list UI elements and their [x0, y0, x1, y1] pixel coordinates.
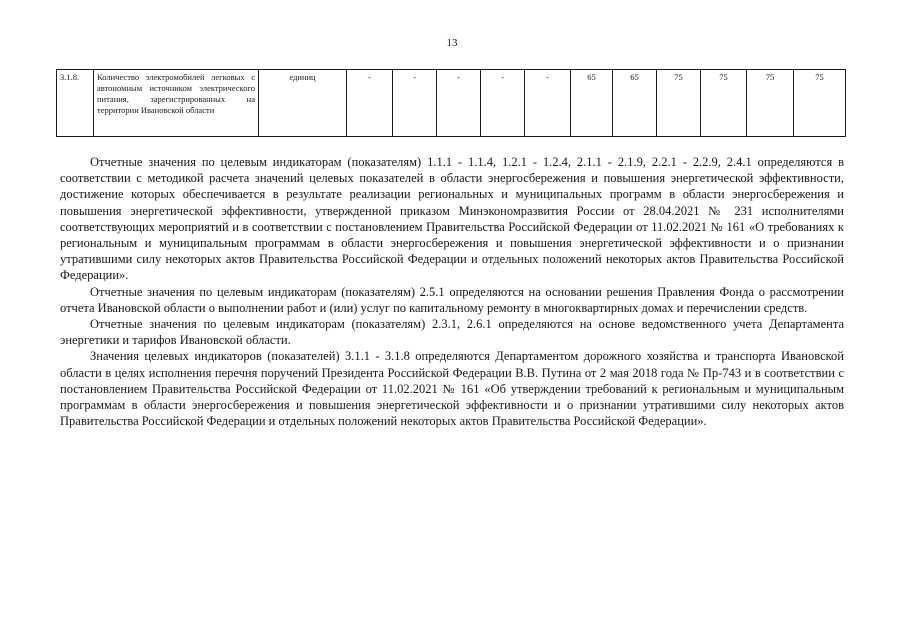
- value-cell: -: [525, 70, 571, 137]
- row-number: 3.1.8.: [57, 70, 94, 137]
- paragraph: Значения целевых индикаторов (показателей) 3.1.1 - 3.1.8 определяются Департаментом дорожного хозяйства и транспорта Ивановской области в целях исполнения перечня поручений Президента Российской Федерации В.В. Путина от 2 мая 2018 года № Пр-743 и в соответствии с постановлением Правительства Российской Федерации от 11.02.2021 № 161 «Об утверждении требований к региональным и муниципальным программам в области энергосбережения и повышения энергетической эффективности и о признании утратившими силу некоторых актов Правительства Российской Федерации и отдельных положений некоторых актов Правительства Российской Федерации».: [60, 349, 844, 429]
- value-cell: 65: [571, 70, 613, 137]
- paragraph: Отчетные значения по целевым индикаторам (показателям) 2.5.1 определяются на основании решения Правления Фонда о рассмотрении отчета Ивановской области о выполнении работ и (или) услуг по капитальному ремонту в многоквартирных домах и перечислении средств.: [60, 284, 844, 315]
- value-cell: -: [393, 70, 437, 137]
- paragraph: Отчетные значения по целевым индикаторам (показателям) 2.3.1, 2.6.1 определяются на основе ведомственного учета Департамента энергетики и тарифов Ивановской области.: [60, 317, 844, 348]
- value-cell: -: [437, 70, 481, 137]
- value-cell: 75: [747, 70, 794, 137]
- value-cell: -: [347, 70, 393, 137]
- value-cell: -: [481, 70, 525, 137]
- value-cell: 75: [701, 70, 747, 137]
- indicator-name: Количество электромобилей легковых с автономным источником электрического питания, зарегистрированных на территории Ивановской области: [94, 70, 259, 137]
- value-cell: 75: [657, 70, 701, 137]
- table-row: [57, 70, 846, 137]
- value-cell: 75: [794, 70, 846, 137]
- unit-cell: единиц: [259, 70, 347, 137]
- paragraph: Отчетные значения по целевым индикаторам (показателям) 1.1.1 - 1.1.4, 1.2.1 - 1.2.4, 2.1.1 - 2.1.9, 2.2.1 - 2.2.9, 2.4.1 определяются в соответствии с методикой расчета значений целевых показателей в области энергосбережения и повышения энергетической эффективности, достижение которых обеспечивается в результате реализации региональных и муниципальных программ в области энергосбережения и повышения энергетической эффективности, утвержденной приказом Минэкономразвития России от 28.04.2021 № 231 исполнителями соответствующих мероприятий и в соответствии с постановлением Правительства Российской Федерации от 11.02.2021 № 161 «О требованиях к региональным и муниципальным программам в области энергосбережения и повышения энергетической эффективности и о признании утратившими силу некоторых актов Правительства Российской Федерации и отдельных положений некоторых актов Правительства Российской Федерации».: [60, 155, 844, 283]
- body-text: [60, 154, 844, 429]
- value-cell: 65: [613, 70, 657, 137]
- indicator-table: [56, 69, 846, 137]
- page-number: 13: [446, 37, 458, 49]
